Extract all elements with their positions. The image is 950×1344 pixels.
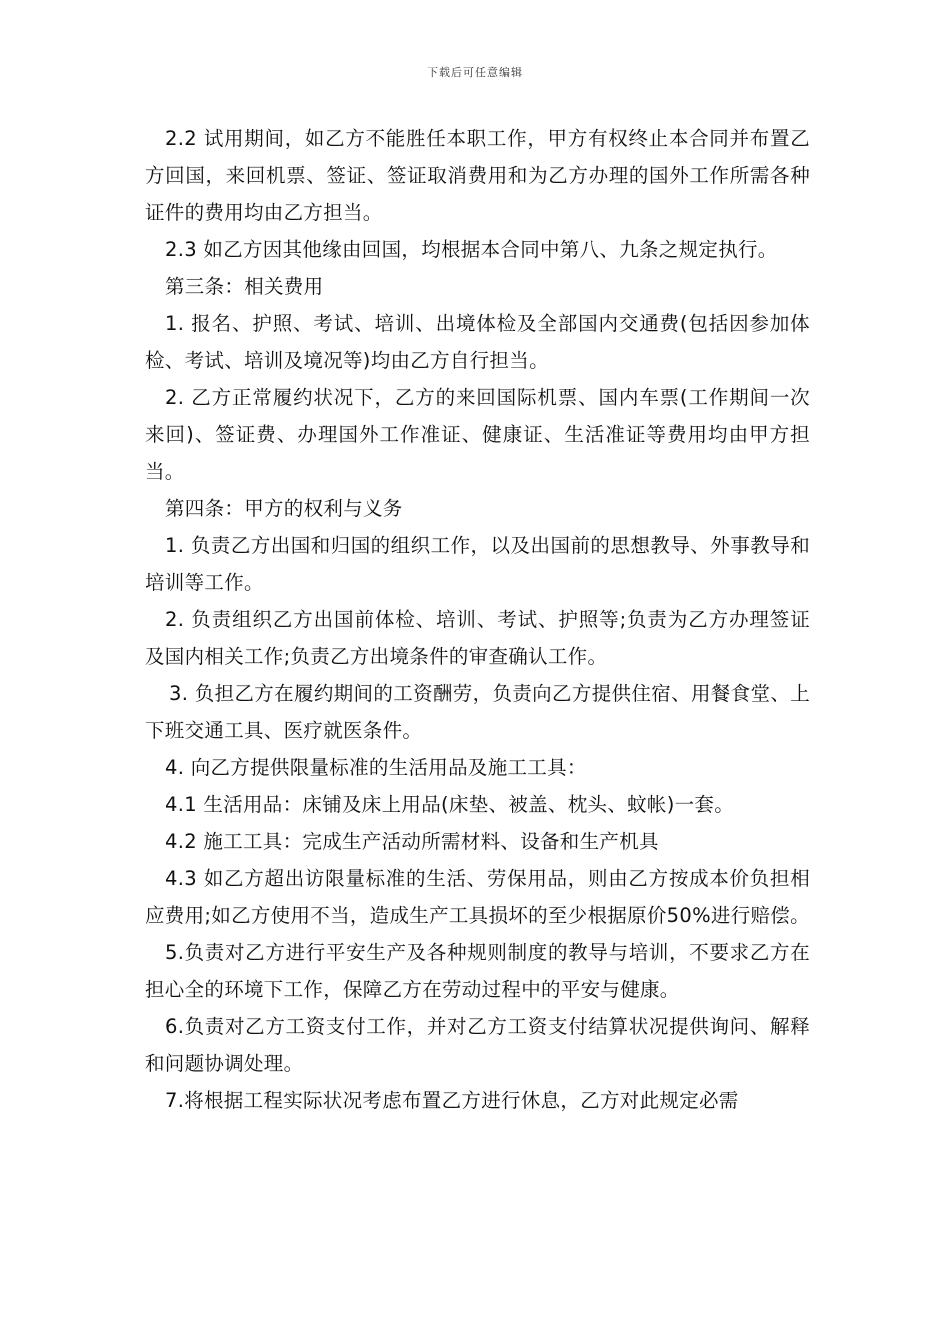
paragraph-4-1: 1. 负责乙方出国和归国的组织工作，以及出国前的思想教导、外事教导和培训等工作。 (145, 534, 810, 594)
paragraph-3-2: 2. 乙方正常履约状况下，乙方的来回国际机票、国内车票(工作期间一次来回)、签证费、办理国外工作准证、健康证、生活准证等费用均由甲方担当。 (145, 386, 810, 483)
paragraph-3-1: 1. 报名、护照、考试、培训、出境体检及全部国内交通费(包括因参加体检、考试、培训及境况等)均由乙方自行担当。 (145, 312, 810, 372)
paragraph-2-2: 2.2 试用期间，如乙方不能胜任本职工作，甲方有权终止本合同并布置乙方回国，来回机票、签证、签证取消费用和为乙方办理的国外工作所需各种证件的费用均由乙方担当。 (145, 127, 810, 224)
page-header-note: 下载后可任意编辑 (427, 66, 523, 79)
paragraph-4-4-2: 4.2 施工工具：完成生产活动所需材料、设备和生产机具 (165, 830, 659, 853)
paragraph-4-6: 6.负责对乙方工资支付工作，并对乙方工资支付结算状况提供询问、解释和问题协调处理。 (145, 1015, 810, 1075)
paragraph-4-5: 5.负责对乙方进行平安生产及各种规则制度的教导与培训，不要求乙方在担心全的环境下工作，保障乙方在劳动过程中的平安与健康。 (145, 941, 810, 1001)
paragraph-4-3: 3. 负担乙方在履约期间的工资酬劳，负责向乙方提供住宿、用餐食堂、上下班交通工具、医疗就医条件。 (145, 682, 810, 742)
section-heading-article-3: 第三条：相关费用 (165, 275, 324, 298)
paragraph-4-4-1: 4.1 生活用品：床铺及床上用品(床垫、被盖、枕头、蚊帐)一套。 (165, 793, 735, 816)
paragraph-4-7: 7.将根据工程实际状况考虑布置乙方进行休息，乙方对此规定必需 (165, 1089, 739, 1112)
paragraph-4-4: 4. 向乙方提供限量标准的生活用品及施工工具： (165, 756, 587, 779)
paragraph-2-3: 2.3 如乙方因其他缘由回国，均根据本合同中第八、九条之规定执行。 (165, 238, 778, 261)
paragraph-4-4-3: 4.3 如乙方超出访限量标准的生活、劳保用品，则由乙方按成本价负担相应费用;如乙方使用不当，造成生产工具损坏的至少根据原价50%进行赔偿。 (145, 867, 810, 927)
document-body (145, 120, 810, 1119)
section-heading-article-4: 第四条：甲方的权利与义务 (165, 497, 403, 520)
paragraph-4-2: 2. 负责组织乙方出国前体检、培训、考试、护照等;负责为乙方办理签证及国内相关工作;负责乙方出境条件的审查确认工作。 (145, 608, 810, 668)
